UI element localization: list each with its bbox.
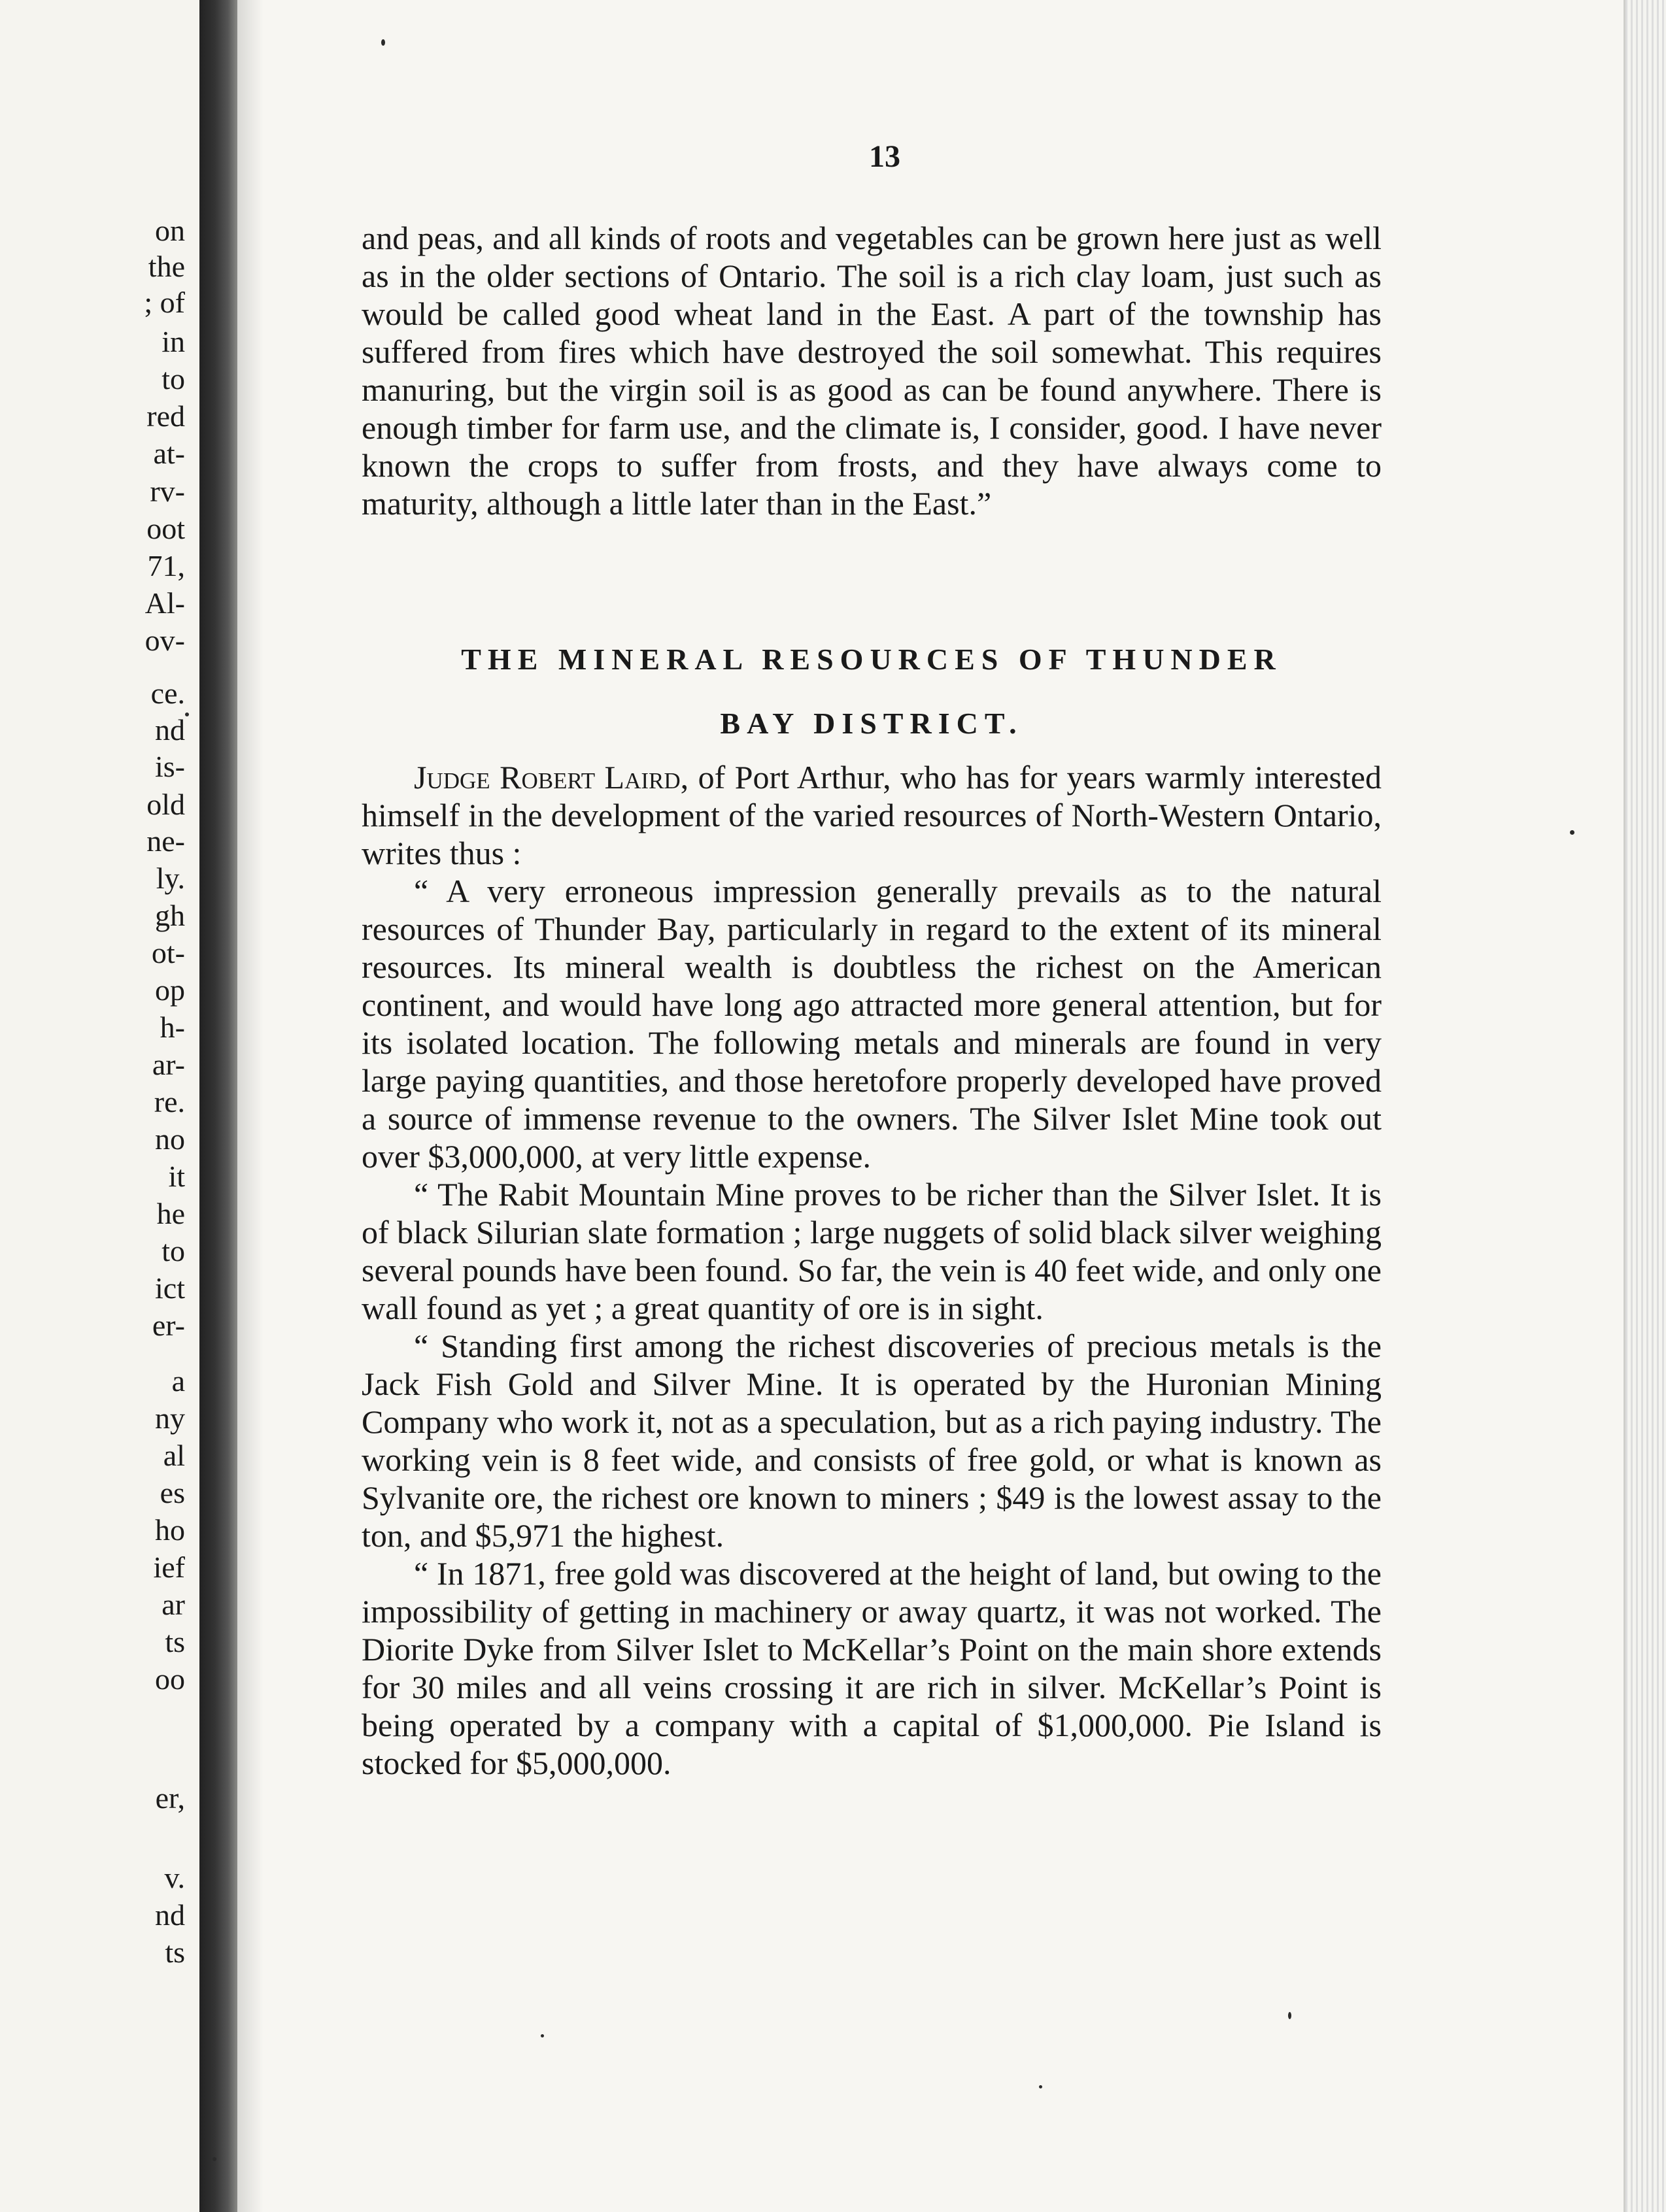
book-gutter [199,0,237,2212]
fragment: to [162,1234,185,1267]
fragment: ho [155,1513,185,1547]
fragment: nd [155,713,185,746]
heading-line-2: BAY DISTRICT. [720,707,1023,740]
fragment: ny [155,1401,185,1435]
fragment: oot [146,512,185,545]
section-heading [362,628,1382,756]
fragment: h- [160,1011,185,1044]
fragment: Al- [144,586,185,620]
print-speck [1570,830,1574,835]
fragment: no [155,1122,185,1156]
fragment: he [156,1197,185,1230]
fragment: rv- [150,475,185,508]
print-speck [1288,2012,1291,2019]
intro-paragraph [362,758,1382,872]
facing-page-fragment [0,0,199,2212]
fragment: ov- [144,624,185,657]
fragment: ly. [156,862,185,895]
page-edges [1624,0,1666,2212]
fragment: on [155,214,185,247]
fragment: at- [153,437,185,470]
fragment: es [160,1476,185,1509]
fragment: in [162,325,185,358]
fragment: ar [162,1588,185,1621]
fragment: re. [154,1085,185,1118]
fragment: ce. [150,677,185,710]
fragment: nd [155,1898,185,1932]
fragment: ts [165,1625,185,1658]
paragraph-text: and peas, and all kinds of roots and vegetables can be grown here just as well as in the older sections of Ontario. The soil is a rich clay loam, just such as would be called good wheat land in the East. A part of the township has suffered from fires which have destroyed the soil somewhat. This requires manuring, but the virgin soil is as good as can be found anywhere. There is enough timber for farm use, and the climate is, I consider, good. I have never known the crops to suffer from frosts, and they have always come to maturity, although a little later than in the East.” [362,220,1382,522]
fragment: it [168,1160,185,1193]
print-speck [381,39,385,46]
print-speck [185,712,189,716]
fragment: ne- [146,824,185,858]
fragment: is- [155,750,185,783]
fragment: ; of [144,286,185,319]
print-speck [541,2034,544,2037]
author-name: Judge Robert Laird [414,759,681,796]
fragment: ts [165,1936,185,1969]
intro-text: , of Port Arthur, who has for years warmly interested himself in the development of the varied resources of North-Western Ontario, writes thus : [362,759,1382,871]
fragment: the [148,250,185,283]
print-speck [212,2157,216,2161]
print-speck [1039,2085,1042,2088]
fragment: er, [155,1781,185,1815]
fragment: 71, [147,549,185,582]
fragment: v. [164,1861,185,1894]
quote-paragraph: “ Standing first among the richest discoveries of precious metals is the Jack Fish Gold and Silver Mine. It is operated by the Huronian Mining Company who work it, not as a speculation, but as a rich paying industry. The working vein is 8 feet wide, and consists of free gold, or what is known as Sylvanite ore, the richest ore known to miners ; $49 is the lowest assay to the ton, and $5,971 the highest. [362,1328,1382,1554]
opening-paragraph [362,219,1382,522]
fragment: red [146,399,185,433]
quote-paragraph: “ In 1871, free gold was discovered at the height of land, but owing to the impossibility of getting in machinery or away quartz, it was not worked. The Diorite Dyke from Silver Islet to McKellar’s Point on the main shore extends for 30 miles and all veins crossing it are rich in silver. McKellar’s Point is being operated by a company with a capital of $1,000,000. Pie Island is stocked for $5,000,000. [362,1555,1382,1781]
fragment: gh [155,899,185,932]
fragment: op [155,973,185,1007]
quote-paragraph: “ The Rabit Mountain Mine proves to be richer than the Silver Islet. It is of black Silurian slate formation ; large nuggets of solid black silver weighing several pounds have been found. So far, the vein is 40 feet wide, and only one wall found as yet ; a great quantity of ore is in sight. [362,1176,1382,1326]
fragment: a [171,1364,185,1398]
heading-line-1: THE MINERAL RESOURCES OF THUNDER [461,643,1282,676]
fragment: ar- [152,1048,185,1081]
quote-paragraph: “ A very erroneous impression generally prevails as to the natural resources of Thunder Bay, particularly in regard to the extent of its mineral resources. Its mineral wealth is doubtless the richest on the American continent, and would have long ago attracted more general attention, but for its isolated location. The following metals and minerals are found in very large paying quantities, and those heretofore properly developed have proved a source of immense revenue to the owners. The Silver Islet Mine took out over $3,000,000, at very little expense. [362,873,1382,1175]
gutter-shadow [237,0,264,2212]
fragment: to [162,362,185,395]
page-number: 13 [869,139,900,174]
fragment: al [163,1439,185,1472]
fragment: ief [153,1550,185,1584]
section-body [362,758,1382,1782]
fragment: ot- [151,936,185,969]
book-page [264,0,1624,2212]
fragment: oo [155,1662,185,1696]
fragment: old [146,788,185,821]
fragment: er- [152,1309,185,1342]
fragment: ict [155,1271,185,1305]
